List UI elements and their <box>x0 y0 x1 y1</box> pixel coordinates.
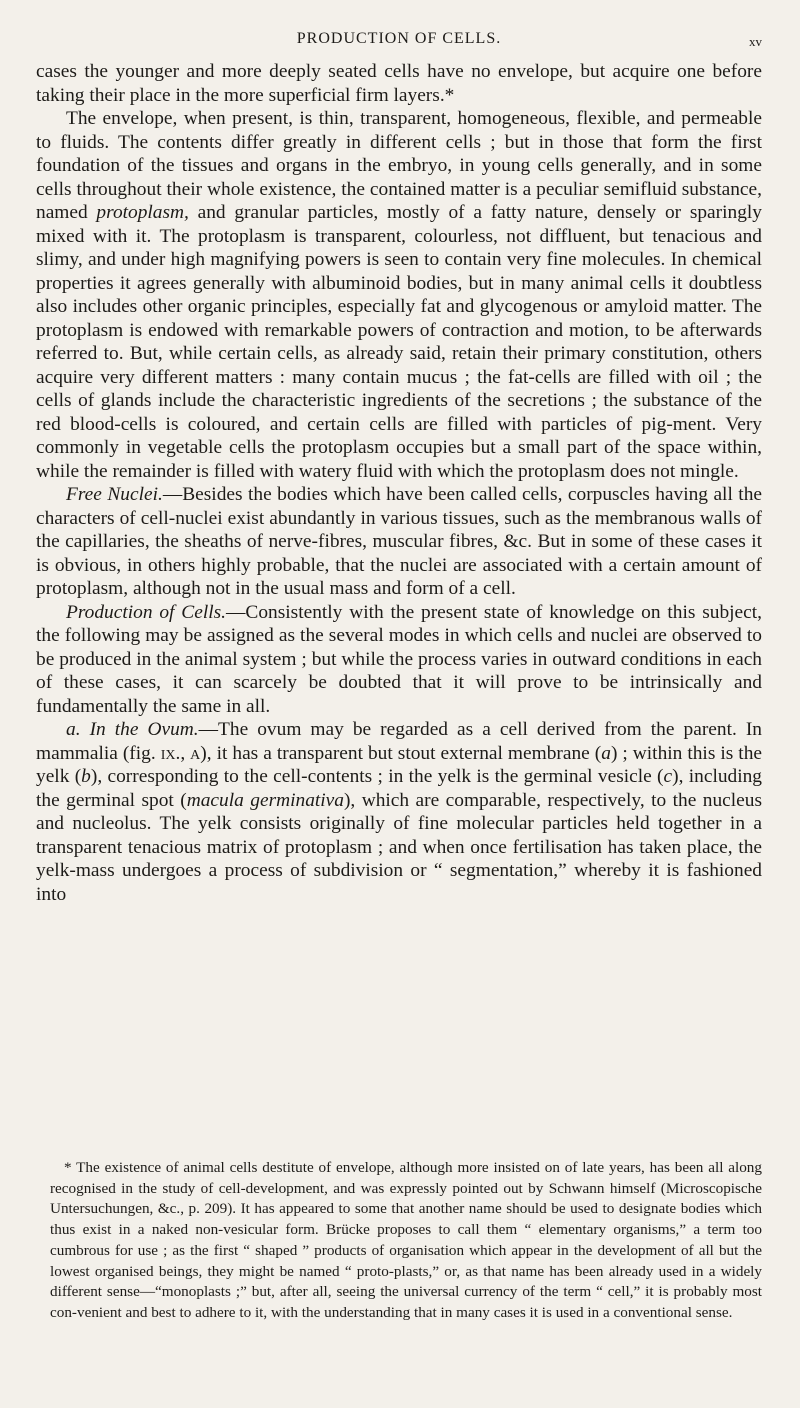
page-number: xv <box>749 34 762 49</box>
paragraph-text: —Consistently with the present state of knowledge on this subject, the following may be assigned as the several modes in which cells and nuclei are observed to be produced in the animal system ; but while the process varies in outward conditions in each of these cases, it can scarcely be doubted that it will prove to be intrinsically and fundamentally the same in all. <box>36 601 762 717</box>
figure-reference: ix., a <box>160 742 201 764</box>
paragraph-text: and granular particles, mostly of a fatty nature, densely or sparingly mixed with it. The protoplasm is transparent, colourless, not diffluent, but tenacious and slimy, and under high magnifying powers is seen to contain very fine molecules. In chemical properties it agrees generally with albuminoid bodies, but in many animal cells it doubtless also includes other organic principles, especially fat and glycogenous or amyloid matter. The protoplasm is endowed with remarkable powers of contraction and motion, to be afterwards referred to. But, while certain cells, as already said, retain their primary constitution, others acquire very different matters : many contain mucus ; the fat-cells are filled with oil ; the cells of glands include the characteristic ingredients of the secretions ; the substance of the red blood-cells is coloured, and certain cells are filled with particles of pig-ment. Very commonly in vegetable cells the protoplasm occupies but a small part of the space within, while the remainder is filled with watery fluid with which the protoplasm does not mingle. <box>36 202 762 482</box>
list-marker: a. <box>66 719 90 740</box>
section-heading-in-the-ovum: In the Ovum. <box>89 719 199 740</box>
paragraph-text: ), it has a transparent but stout external membrane ( <box>200 742 602 764</box>
paragraph-continuation: cases the younger and more deeply seated cells have no envelope, but acquire one before taking their place in the more superficial firm layers.* <box>36 61 762 106</box>
figure-label: a <box>601 742 611 764</box>
paragraph-text: —Besides the bodies which have been called cells, corpuscles having all the characters of cell-nuclei exist abundantly in various tissues, such as the membranous walls of the capillaries, the sheaths of nerve-fibres, muscular fibres, &c. But in some of these cases it is obvious, in others highly probable, that the nuclei are associated with a certain amount of protoplasm, although not in the usual mass and form of a cell. <box>36 484 762 599</box>
term-macula-germinativa: macula germinativa <box>186 789 344 811</box>
paragraph-free-nuclei <box>36 483 762 601</box>
footnote: * The existence of animal cells destitute of envelope, although more insisted on of late years, has been all along recognised in the study of cell-development, and was expressly pointed out by Schwann himself (Microscopische Untersuchungen, &c., p. 209). It has appeared to some that another name should be used to designate bodies which thus exist in a naked non-vesicular form. Brücke proposes to call them “ elementary organisms,” a term too cumbrous for use ; as the first “ shaped ” products of organisation which appear in the development of all but the lowest organised beings, they might be named “ proto-plasts,” or, as that name has been already used in a widely different sense—“monoplasts ;” but, after all, seeing the universal currency of the term “ cell,” it is probably most con-venient and best to adhere to it, with the understanding that in many cases it is used in a conventional sense. <box>50 1159 762 1321</box>
running-head: PRODUCTION OF CELLS. <box>296 30 502 47</box>
term-protoplasm: protoplasm, <box>96 202 189 223</box>
section-heading-production-of-cells: Production of Cells. <box>66 601 226 623</box>
paragraph-text: —The ovum may be regarded as a cell derived from the parent. In mammalia (fig. <box>36 719 762 764</box>
body-text <box>36 60 762 906</box>
figure-label: c <box>663 766 673 787</box>
page-header <box>36 28 762 58</box>
paragraph-text: ) ; within this is the yelk ( <box>36 742 762 787</box>
paragraph-envelope <box>36 107 762 483</box>
paragraph-production-of-cells <box>36 601 762 719</box>
paragraph-text: The envelope, when present, is thin, transparent, homogeneous, flexible, and permeable to fluids. The contents differ greatly in different cells ; but in those that form the first foundation of the tissues and organs in the embryo, in young cells generally, and in some cells throughout their whole existence, the contained matter is a peculiar semifluid substance, named <box>36 108 762 223</box>
paragraph-text: ), including the germinal spot ( <box>36 766 762 811</box>
paragraph-text: ), corresponding to the cell-contents ; in the yelk is the germinal vesicle ( <box>90 766 664 787</box>
paragraph-in-the-ovum <box>36 718 762 906</box>
section-heading-free-nuclei: Free Nuclei. <box>66 484 163 505</box>
footnote-block <box>50 1158 762 1324</box>
figure-label: b <box>81 766 91 787</box>
paragraph-text: ), which are comparable, respectively, to the nucleus and nucleolus. The yelk consists originally of fine molecular particles held together in a transparent tenacious matrix of protoplasm ; and when once fertilisation has taken place, the yelk-mass undergoes a process of subdivision or “ segmentation,” whereby it is fashioned into <box>36 789 762 905</box>
